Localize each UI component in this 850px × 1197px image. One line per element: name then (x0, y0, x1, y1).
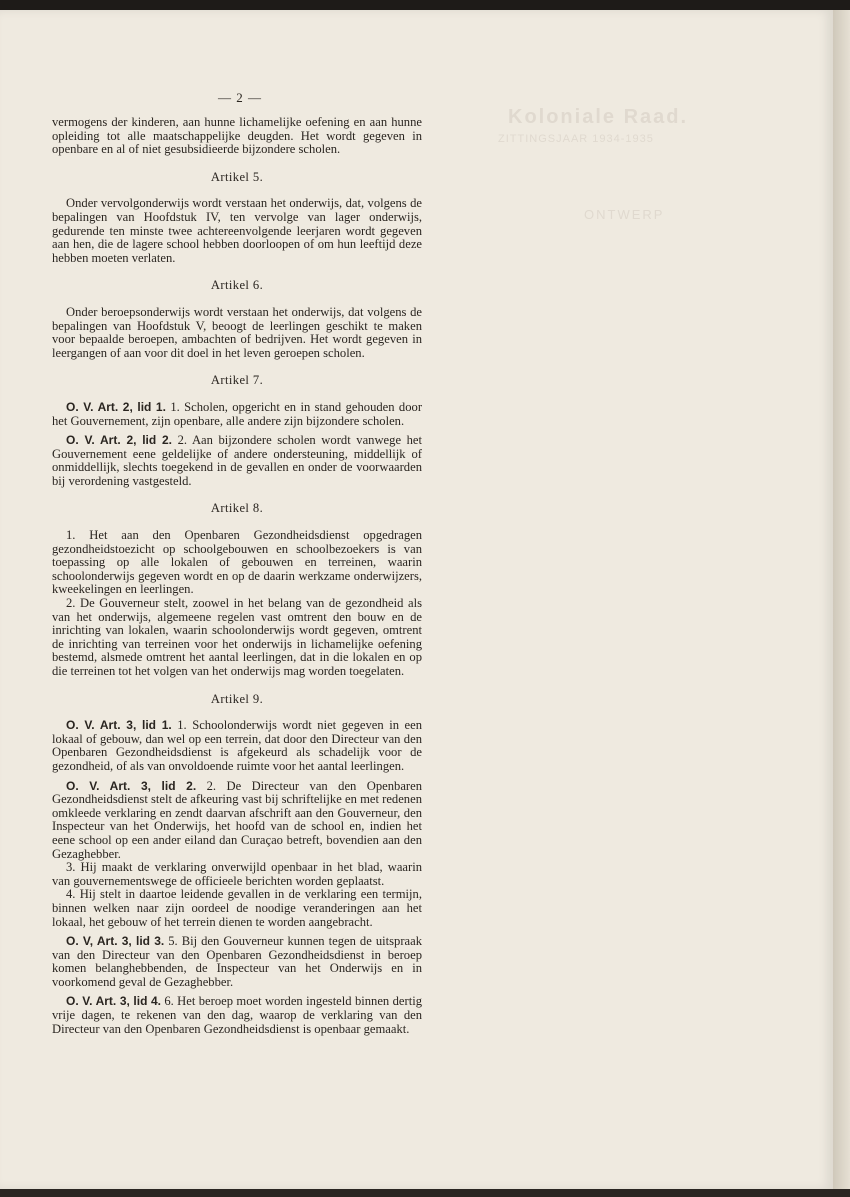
article-heading: Artikel 6. (210, 278, 264, 293)
legal-reference: O. V. Art. 3, lid 4. (66, 994, 161, 1009)
paragraph-text: 4. Hij stelt in daartoe leidende gevallen in de verklaring een termijn, binnen welken naar zijn oordeel de noodige veranderingen aan het lokaal, het gebouw of het terrein dienen te worden aangebracht. (52, 887, 422, 929)
article-heading: Artikel 5. (210, 169, 264, 184)
bleed-through-text (498, 106, 828, 222)
legal-reference: O. V. Art. 3, lid 2. (66, 778, 197, 793)
bleed-through-line-2: ZITTINGSJAAR 1934-1935 (498, 133, 654, 145)
document-page (0, 10, 833, 1189)
paragraph (52, 401, 422, 428)
legal-reference: O. V. Art. 2, lid 1. (66, 399, 166, 414)
paragraph-text: 5. Bij den Gouverneur kunnen tegen de uitspraak van den Directeur van den Openbaren Gezondheidsdienst in beroep komen belanghebbenden, de Inspecteur van het Onderwijs en in voorkomend geval de Gezaghebber. (52, 934, 422, 989)
bleed-through-line-1: Koloniale Raad. (508, 106, 689, 128)
paragraph (52, 116, 422, 157)
scan-border (0, 1189, 850, 1197)
article-heading: Artikel 8. (210, 501, 264, 516)
article-heading: Artikel 7. (210, 373, 264, 388)
paragraph-text: Onder beroepsonderwijs wordt verstaan het onderwijs, dat volgens de bepalingen van Hoofdstuk V, beoogt de leerlingen geschikt te maken voor bepaalde beroepen, ambachten of bedrijven. Het wordt gegeven in leergangen of aan voor dit doel in het leven geroepen scholen. (52, 304, 422, 360)
paragraph-text: 3. Hij maakt de verklaring onverwijld openbaar in het blad, waarin van gouvernementswege de officieele berichten worden geplaatst. (52, 860, 422, 888)
paragraph (52, 995, 422, 1036)
paragraph-text: 1. Schoolonderwijs wordt niet gegeven in een lokaal of gebouw, dan wel op een terrein, dat door den Directeur van den Openbaren Gezondheidsdienst is afgekeurd als schadelijk voor de gezondheid, of als van onvoldoende ruimte voor het aantal leerlingen. (52, 718, 422, 773)
paragraph (52, 529, 422, 597)
paragraph-text: 6. Het beroep moet worden ingesteld binnen dertig vrije dagen, te rekenen van den dag, waarop de verklaring van den Directeur van den Openbaren Gezondheidsdienst is openbaar gemaakt. (52, 994, 422, 1036)
paragraph (52, 861, 422, 888)
legal-reference: O. V, Art. 3, lid 3. (66, 934, 165, 949)
paragraph (52, 434, 422, 488)
paragraph (52, 719, 422, 773)
paragraph-text: 2. De Directeur van den Openbaren Gezondheidsdienst stelt de afkeuring vast bij schriftelijke en met redenen omkleede verklaring en zendt daarvan afschrift aan den Gouverneur, den Inspecteur van het Onderwijs, het hoofd van de school en, indien het eene school op een ander eiland dan Curaçao betreft, bovendien aan den Gezaghebber. (52, 778, 423, 861)
paragraph (52, 780, 422, 862)
paragraph (52, 935, 422, 989)
paragraph-text: 1. Het aan den Openbaren Gezondheidsdienst opgedragen gezondheidstoezicht op schoolgebouwen en schoolbezoekers is van toepassing op alle lokalen of gebouwen en terreinen, waarin schoolonderwijs gegeven wordt en op de daarin werkzame onderwijzers, kweekelingen en leerlingen. (52, 528, 422, 597)
paragraph-text: 2. De Gouverneur stelt, zoowel in het belang van de gezondheid als van het onderwijs, algemeene regelen vast omtrent den bouw en de inrichting van lokalen, waarin schoolonderwijs wordt gegeven, omtrent de inrichting van terreinen voor het onderwijs in lichamelijke oefening bestemd, alsmede omtrent het aantal leerlingen, dat in die lokalen en op die terreinen tot het volgen van het onderwijs mag worden toegelaten. (52, 596, 422, 678)
page-number: — 2 — (218, 90, 262, 105)
text-column (52, 116, 422, 1036)
paragraph (52, 197, 422, 265)
bleed-through-line-3: ONTWERP (584, 207, 665, 222)
paragraph-text: vermogens der kinderen, aan hunne lichamelijke oefening en aan hunne opleiding tot alle maatschappelijke deugden. Het wordt gegeven in openbare en al of niet gesubsidieerde bijzondere scholen. (52, 115, 422, 157)
paragraph-text: 1. Scholen, opgericht en in stand gehouden door het Gouvernement, zijn openbare, alle andere zijn bijzondere scholen. (52, 399, 423, 428)
paragraph-text: Onder vervolgonderwijs wordt verstaan het onderwijs, dat, volgens de bepalingen van Hoofdstuk IV, ten vervolge van lager onderwijs, gedurende ten minste twee achtereenvolgende leerjaren wordt gegeven aan hen, die de lagere school hebben doorloopen of om hun leeftijd deze hebben moeten verlaten. (52, 196, 422, 265)
legal-reference: O. V. Art. 3, lid 1. (66, 718, 172, 733)
paragraph (52, 597, 422, 679)
paragraph-text: 2. Aan bijzondere scholen wordt vanwege het Gouvernement eene geldelijke of andere ondersteuning, middellijk of onmiddellijk, slechts toegekend in de gevallen en onder de voorwaarden bij verordening vastgesteld. (52, 433, 423, 488)
paragraph (52, 888, 422, 929)
page-edge (833, 10, 850, 1189)
legal-reference: O. V. Art. 2, lid 2. (66, 433, 173, 448)
paragraph (52, 306, 422, 360)
article-heading: Artikel 9. (210, 691, 264, 706)
